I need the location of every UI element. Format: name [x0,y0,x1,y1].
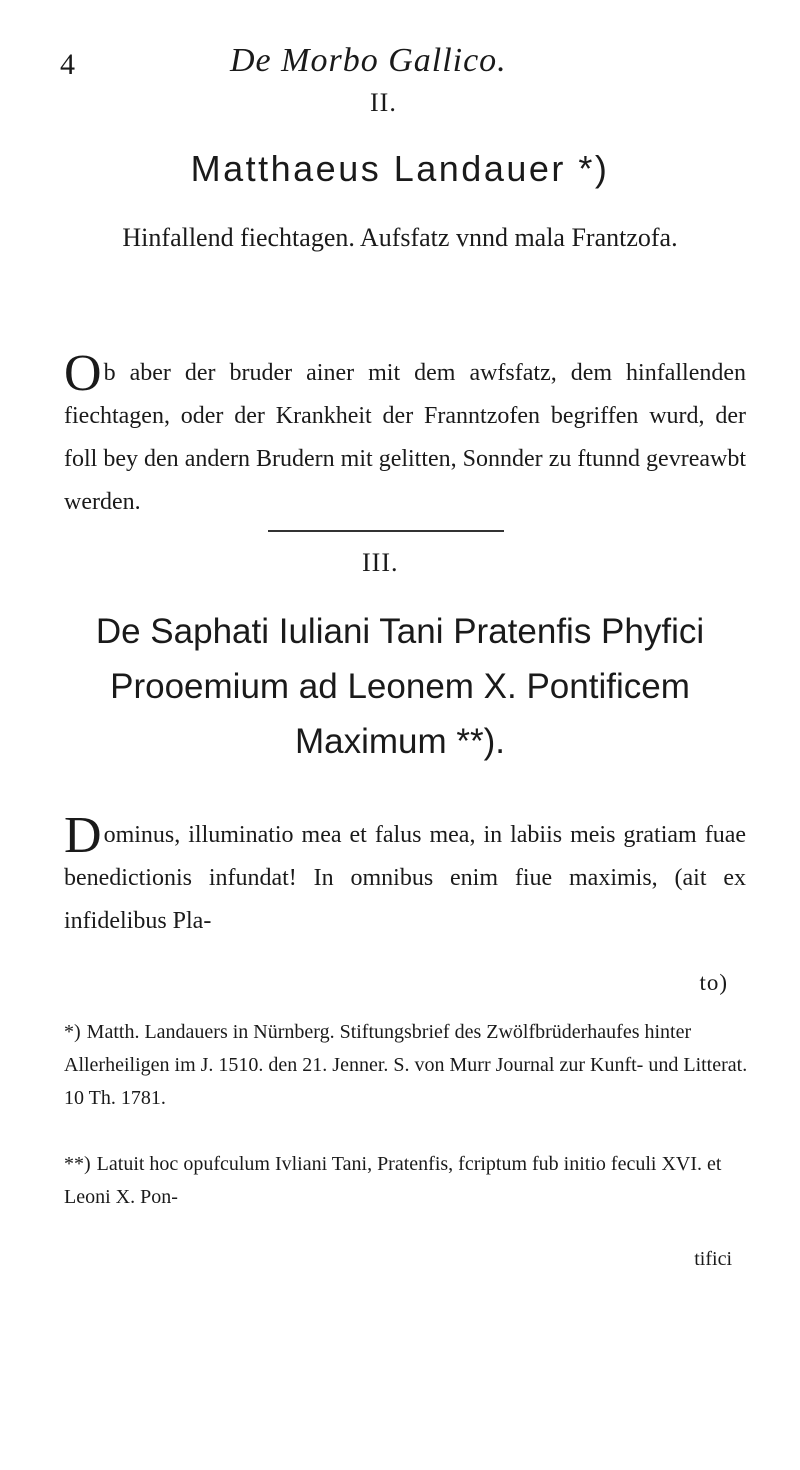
running-head [60,42,760,92]
footnote-2 [64,1148,752,1214]
section-3-number: III. [362,548,399,577]
running-title: De Morbo Gallico. [230,42,507,79]
footnote-2-text: Latuit hoc opufculum Ivliani Tani, Pratenfis, fcriptum fub initio feculi XVI. et Leoni X. Pon- [64,1153,722,1208]
section-2-dropcap: O [64,345,102,402]
footnote-1 [64,1016,752,1115]
footnote-2-marker: **) [64,1153,91,1175]
section-3-paragraph: ominus, illuminatio mea et falus mea, in labiis meis gratiam fuae benedictionis infundat! In omnibus enim fiue maximis, (ait ex infidelibus Pla- [64,822,746,934]
section-2-subtitle: Hinfallend fiechtagen. Aufsfatz vnnd mala Frantzofa. [122,223,678,252]
section-3-title [50,604,750,769]
section-3-title-line-2: Prooemium ad Leonem X. Pontificem [110,667,690,706]
section-3-dropcap: D [64,807,102,864]
section-2-paragraph: b aber der bruder ainer mit dem awfsfatz, dem hinfallenden fiechtagen, oder der Krankheit der Franntzofen begriffen wurd, der foll bey den andern Brudern mit gelitten, Sonnder zu ftunnd gevreawbt werden. [64,360,746,515]
footnote-catchword: tifici [694,1248,732,1270]
footnote-1-text: Matth. Landauers in Nürnberg. Stiftungsbrief des Zwölfbrüderhaufes hinter Allerheiligen im J. 1510. den 21. Jenner. S. von Murr Journal zur Kunft- und Litterat. 10 Th. 1781. [64,1021,748,1109]
section-2-body [64,345,746,524]
section-divider [268,530,504,532]
section-2-number: II. [370,88,397,117]
page-number: 4 [60,48,75,81]
footnote-1-marker: *) [64,1021,81,1043]
section-3-body [64,807,746,943]
section-3-title-line-3: Maximum **). [294,722,506,761]
section-3-title-line-1: De Saphati Iuliani Tani Pratenfis Phyfici [95,612,705,651]
section-2-title: Matthaeus Landauer *) [190,148,610,189]
catchword: to) [699,970,728,995]
